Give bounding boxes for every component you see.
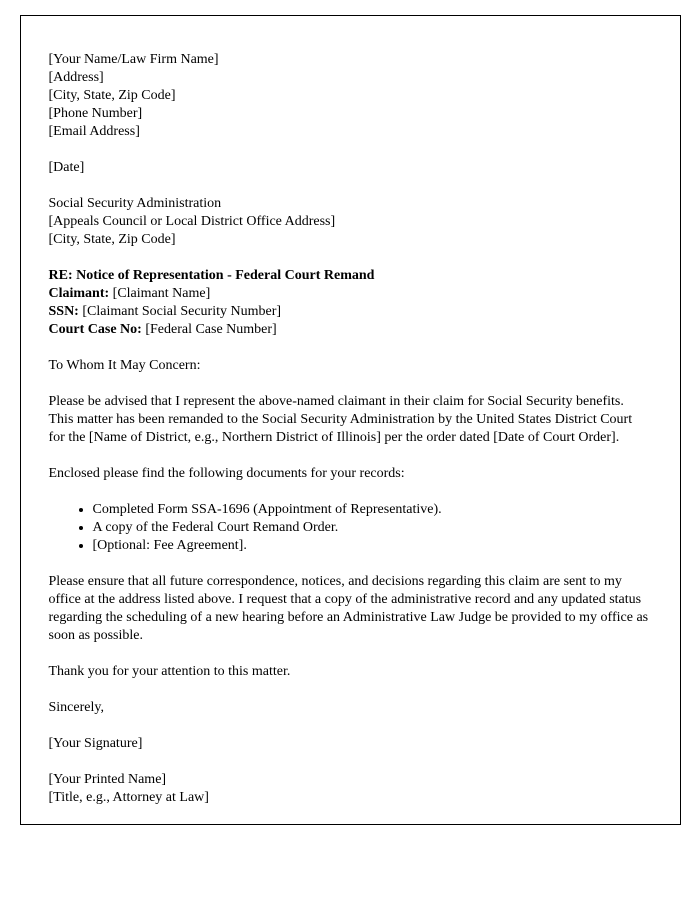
sender-phone: [Phone Number]	[48, 106, 143, 121]
enclosure-item: • [Optional: Fee Agreement].	[93, 537, 650, 555]
sender-name: [Your Name/Law Firm Name]	[48, 52, 219, 67]
claimant-label: Claimant:	[48, 286, 110, 301]
sender-address: [Address]	[48, 70, 104, 85]
sender-city-state-zip: [City, State, Zip Code]	[48, 88, 176, 103]
body-paragraph-3: Please ensure that all future correspondence, notices, and decisions regarding this claim are sent to my office at the address listed above. I request that a copy of the administrative record and any updated status regarding the scheduling of a new hearing before an Administrative Law Judge be provided to my office as soon as possible.	[48, 574, 649, 643]
date-block	[49, 159, 650, 177]
recipient-address: [Appeals Council or Local District Office Address]	[48, 214, 336, 229]
date-line: [Date]	[48, 160, 85, 175]
body-paragraph-4: Thank you for your attention to this matter.	[48, 664, 291, 679]
body-paragraph-1: Please be advised that I represent the above-named claimant in their claim for Social Security benefits. This matter has been remanded to the Social Security Administration by the United States District Court for the [Name of District, e.g., Northern District of Illinois] per the order dated [Date of Court Order].	[48, 394, 633, 445]
closing: Sincerely,	[48, 700, 104, 715]
signer-block	[49, 771, 650, 807]
subject-ssn-line	[49, 303, 650, 321]
subject-re-line: RE: Notice of Representation - Federal Court Remand	[48, 268, 375, 283]
claimant-value: [Claimant Name]	[112, 286, 211, 301]
sender-address-block	[49, 51, 650, 141]
enclosure-item: • Completed Form SSA-1696 (Appointment of Representative).	[93, 501, 650, 519]
letter-page	[20, 15, 681, 825]
sender-email: [Email Address]	[48, 124, 140, 139]
signer-printed-name: [Your Printed Name]	[48, 772, 167, 787]
subject-case-line	[49, 321, 650, 339]
ssn-value: [Claimant Social Security Number]	[82, 304, 282, 319]
recipient-address-block	[49, 195, 650, 249]
signer-title: [Title, e.g., Attorney at Law]	[48, 790, 209, 805]
salutation: To Whom It May Concern:	[48, 358, 201, 373]
recipient-org: Social Security Administration	[48, 196, 222, 211]
enclosures-list	[49, 501, 650, 555]
signature-placeholder: [Your Signature]	[48, 736, 143, 751]
case-value: [Federal Case Number]	[145, 322, 277, 337]
subject-block	[49, 267, 650, 339]
subject-claimant-line	[49, 285, 650, 303]
recipient-city-state-zip: [City, State, Zip Code]	[48, 232, 176, 247]
body-paragraph-2: Enclosed please find the following documents for your records:	[48, 466, 405, 481]
ssn-label: SSN:	[48, 304, 79, 319]
case-label: Court Case No:	[48, 322, 142, 337]
enclosure-item: • A copy of the Federal Court Remand Order.	[93, 519, 650, 537]
